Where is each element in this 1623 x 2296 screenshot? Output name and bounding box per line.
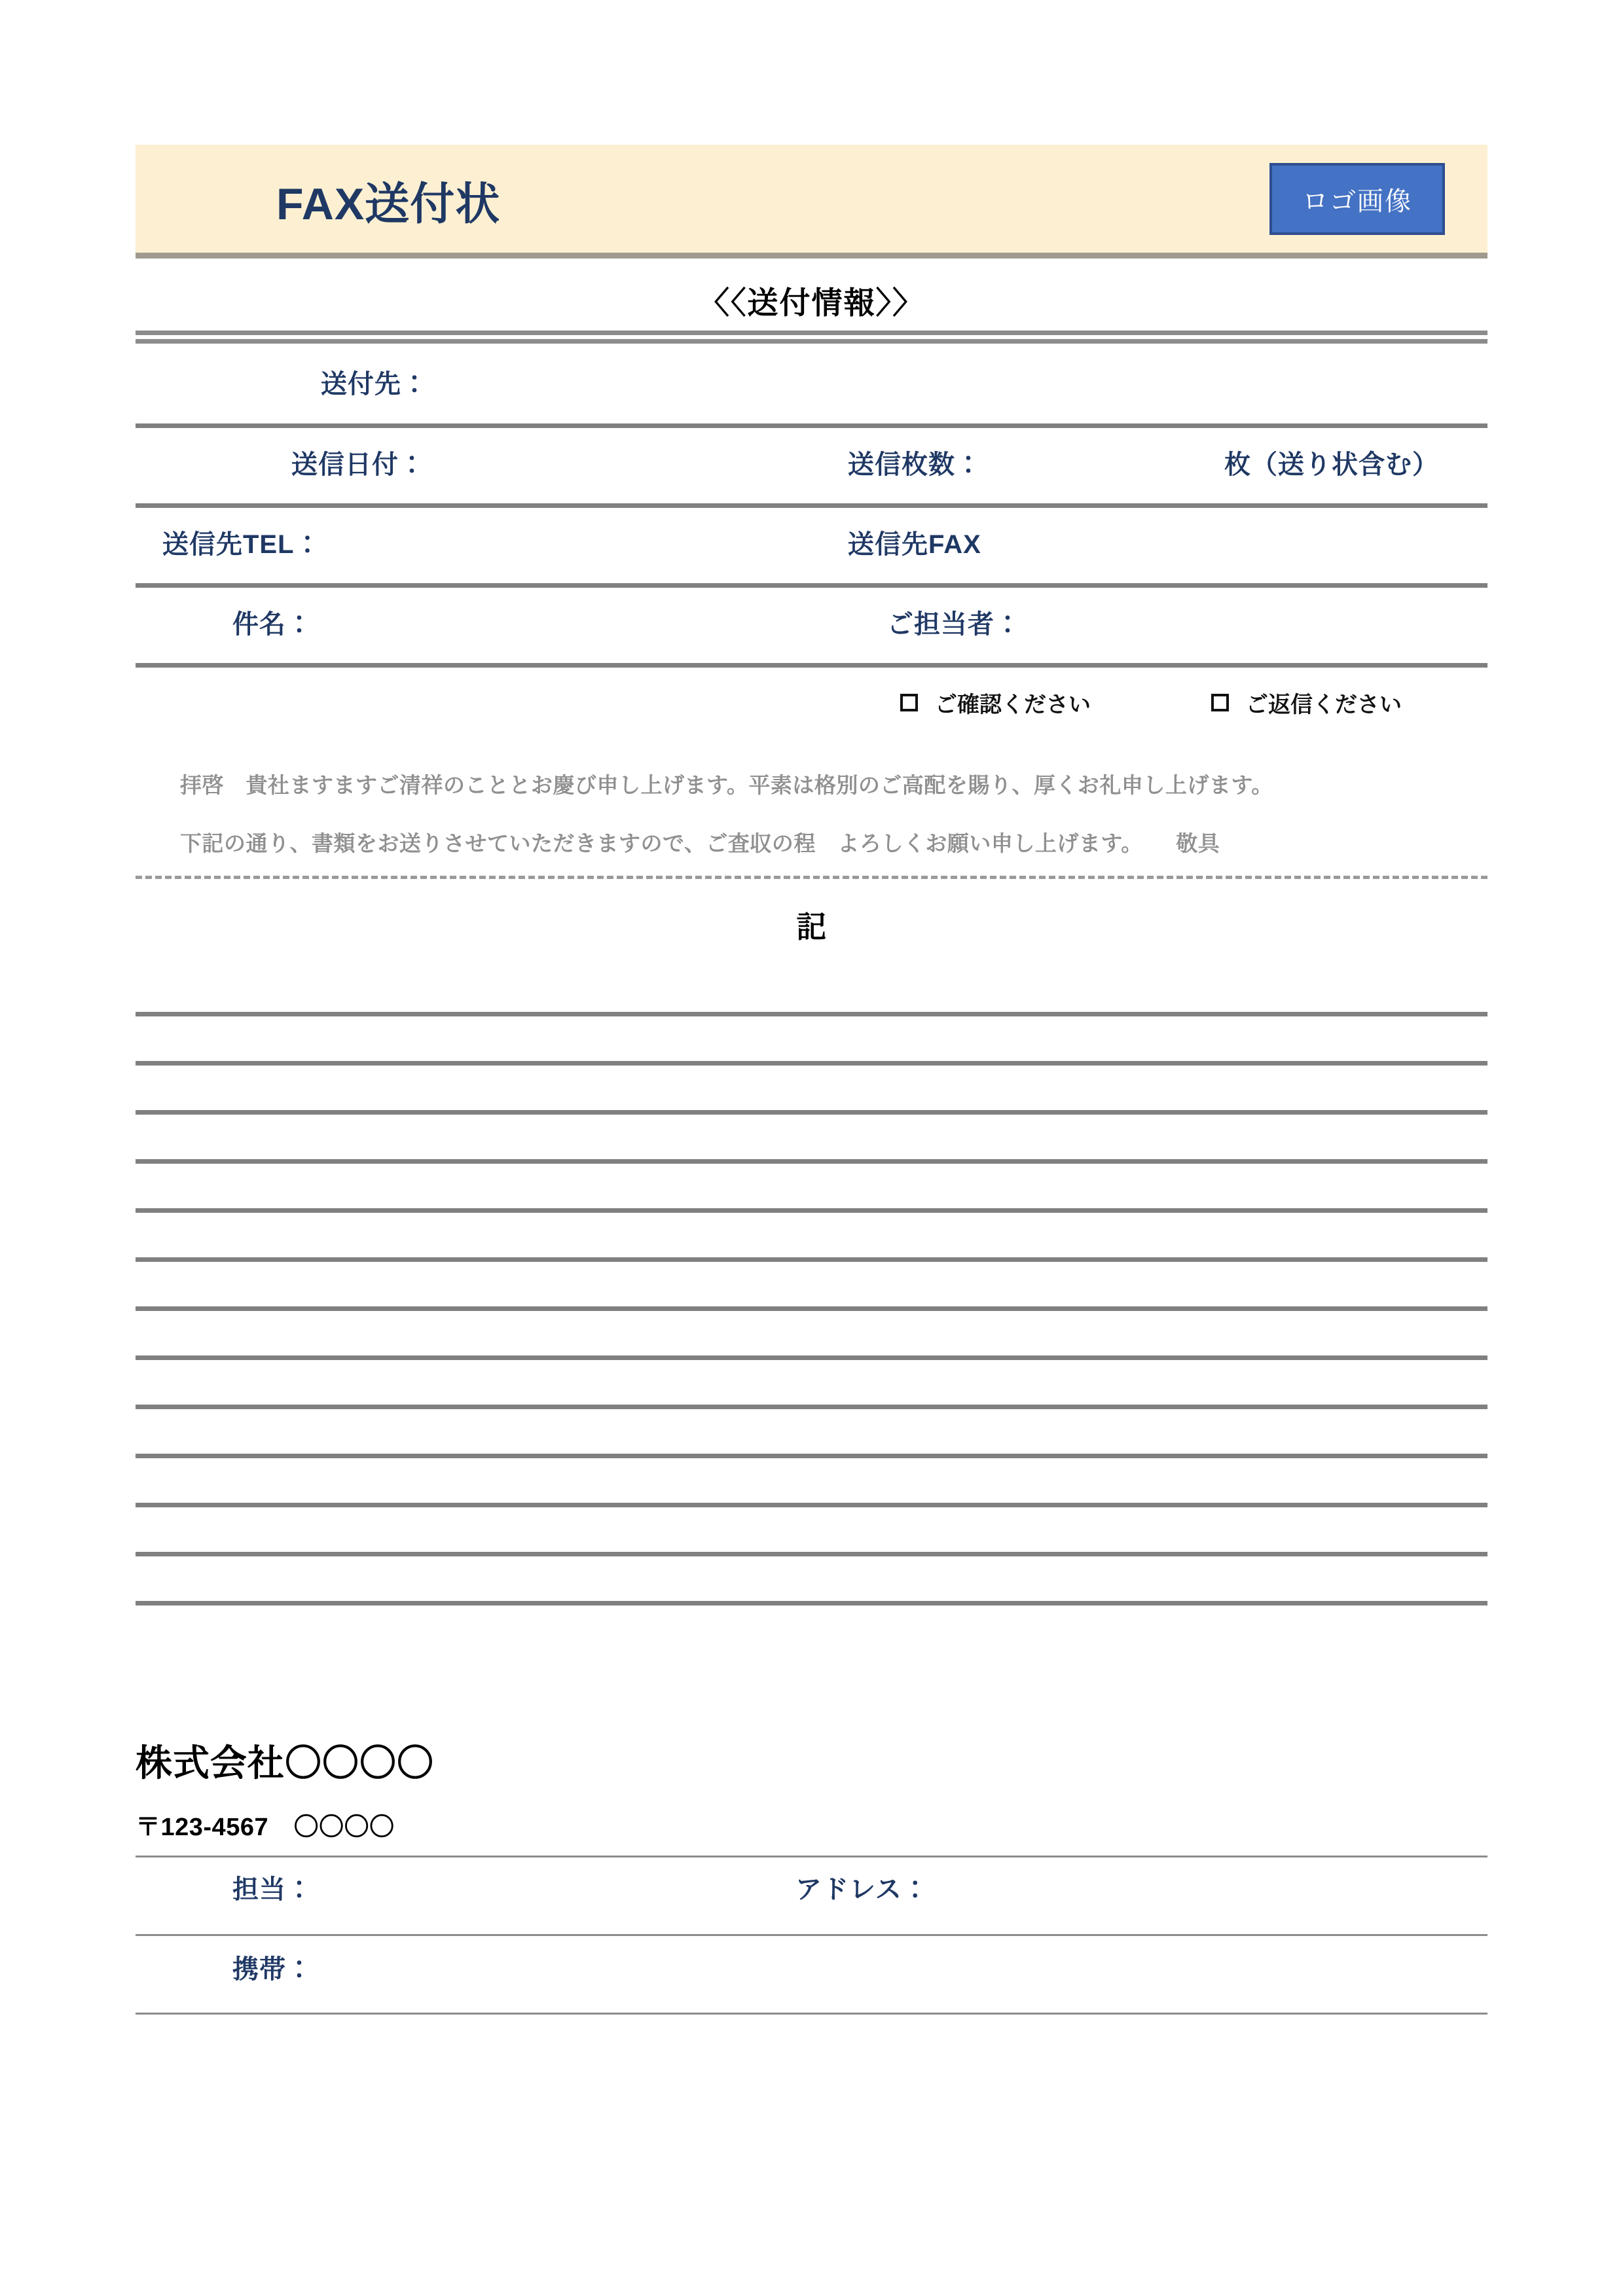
row-divider-1 bbox=[136, 423, 1487, 428]
field-label-recipient[interactable]: 送付先： bbox=[321, 370, 428, 399]
footer-divider-3 bbox=[136, 2013, 1487, 2015]
row-divider-2 bbox=[136, 503, 1487, 508]
checkbox-item-confirm[interactable] bbox=[900, 687, 1091, 719]
field-label-mobile[interactable]: 携帯： bbox=[232, 1955, 313, 1984]
logo-placeholder-label: ロゴ画像 bbox=[1302, 187, 1412, 216]
field-label-person-in-charge[interactable]: ご担当者： bbox=[887, 610, 1021, 639]
checkbox-square-icon[interactable] bbox=[1211, 694, 1229, 711]
row-divider-3 bbox=[136, 583, 1487, 588]
writing-rule-line bbox=[136, 1355, 1487, 1360]
field-unit-page-count: 枚（送り状含む） bbox=[1224, 450, 1439, 479]
writing-rule-line bbox=[136, 1552, 1487, 1556]
writing-rule-line bbox=[136, 1110, 1487, 1115]
checkbox-square-icon[interactable] bbox=[900, 694, 918, 711]
divider-dashed-line bbox=[136, 876, 1487, 879]
field-label-contact-person[interactable]: 担当： bbox=[232, 1875, 313, 1904]
greeting-paragraph-2: 下記の通り、書類をお送りさせていただきますので、ご査収の程 よろしくお願い申し上げます。 敬具 bbox=[180, 831, 1220, 855]
writing-rule-line bbox=[136, 1061, 1487, 1066]
row-divider-4 bbox=[136, 663, 1487, 668]
writing-rule-line bbox=[136, 1454, 1487, 1458]
logo-placeholder-box[interactable] bbox=[1269, 163, 1445, 235]
divider-double-line bbox=[136, 331, 1487, 344]
document-header-band bbox=[136, 145, 1487, 259]
section-title-shipping-info: 〈〈送付情報〉〉 bbox=[699, 285, 924, 320]
company-name: 株式会社〇〇〇〇 bbox=[136, 1742, 434, 1784]
writing-rule-line bbox=[136, 1601, 1487, 1605]
field-label-dest-fax[interactable]: 送信先FAX bbox=[848, 530, 981, 559]
field-label-send-date[interactable]: 送信日付： bbox=[291, 450, 426, 479]
checkbox-item-reply[interactable] bbox=[1211, 687, 1402, 719]
writing-rule-line bbox=[136, 1012, 1487, 1016]
field-label-email-address[interactable]: アドレス： bbox=[795, 1875, 929, 1904]
writing-rule-line bbox=[136, 1503, 1487, 1507]
field-label-dest-tel[interactable]: 送信先TEL： bbox=[162, 530, 321, 559]
writing-rule-line bbox=[136, 1306, 1487, 1311]
footer-divider-1 bbox=[136, 1856, 1487, 1857]
footer-divider-2 bbox=[136, 1934, 1487, 1936]
writing-rule-line bbox=[136, 1405, 1487, 1409]
writing-rule-line bbox=[136, 1159, 1487, 1164]
greeting-paragraph-1: 拝啓 貴社ますますご清祥のこととお慶び申し上げます。平素は格別のご高配を賜り、厚くお礼申し上げます。 bbox=[180, 773, 1273, 797]
company-postal-address: 〒123-4567 〇〇〇〇 bbox=[136, 1814, 395, 1841]
checkbox-label-confirm: ご確認ください bbox=[935, 692, 1091, 717]
writing-rule-line bbox=[136, 1208, 1487, 1213]
checkbox-label-reply: ご返信ください bbox=[1246, 692, 1402, 717]
field-label-page-count[interactable]: 送信枚数： bbox=[848, 450, 982, 479]
memo-marker: 記 bbox=[796, 910, 827, 944]
writing-rule-line bbox=[136, 1257, 1487, 1262]
field-label-subject[interactable]: 件名： bbox=[232, 610, 313, 639]
page-title: FAX送付状 bbox=[276, 179, 501, 229]
